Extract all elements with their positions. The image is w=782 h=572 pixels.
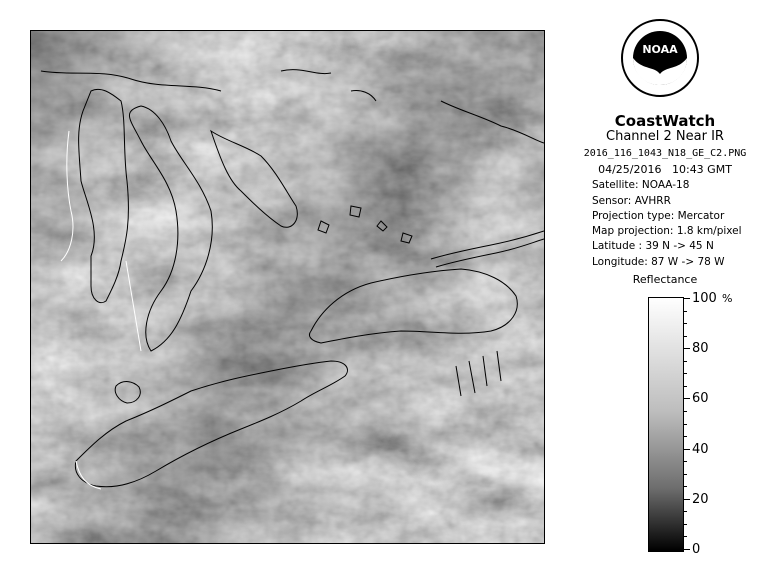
- date-time: [560, 163, 770, 176]
- projection-label: Projection type:: [592, 210, 675, 222]
- colorbar-minor-tick: [684, 361, 687, 362]
- projection-line: [592, 210, 724, 222]
- brand-title: CoastWatch: [614, 112, 716, 130]
- logo-text: NOAA: [642, 43, 678, 56]
- date: 04/25/2016: [598, 163, 662, 176]
- satellite-label: Satellite:: [592, 179, 639, 191]
- colorbar-tick-label: 60: [692, 391, 709, 407]
- colorbar-tick: [684, 549, 690, 550]
- colorbar-unit: %: [722, 292, 733, 305]
- colorbar-minor-tick: [684, 323, 687, 324]
- longitude-label: Longitude:: [592, 256, 648, 268]
- time: 10:43 GMT: [671, 163, 732, 176]
- colorbar-tick: [684, 449, 690, 450]
- colorbar-minor-tick: [684, 311, 687, 312]
- map-projection-value: 1.8 km/pixel: [676, 225, 742, 237]
- colorbar-minor-tick: [684, 411, 687, 412]
- reflectance-colorbar: [648, 297, 684, 552]
- noaa-seal-icon: [620, 18, 700, 98]
- colorbar-minor-tick: [684, 336, 687, 337]
- satellite-line: [592, 179, 689, 191]
- colorbar-minor-tick: [684, 474, 687, 475]
- sensor-label: Sensor:: [592, 195, 632, 207]
- colorbar-minor-tick: [684, 424, 687, 425]
- colorbar-tick: [684, 398, 690, 399]
- colorbar-tick-label: 100: [692, 291, 717, 306]
- satellite-map[interactable]: [30, 30, 545, 544]
- colorbar-tick: [684, 499, 690, 500]
- colorbar-minor-tick: [684, 524, 687, 525]
- longitude-line: [592, 256, 725, 268]
- satellite-image: [31, 31, 544, 543]
- colorbar-minor-tick: [684, 486, 687, 487]
- latitude-line: [592, 240, 714, 252]
- colorbar-minor-tick: [684, 436, 687, 437]
- colorbar-tick-label: 40: [692, 441, 709, 457]
- colorbar-tick-label: 0: [692, 542, 701, 557]
- satellite-value: NOAA-18: [641, 179, 690, 191]
- latitude-label: Latitude :: [592, 240, 643, 252]
- colorbar-minor-tick: [684, 373, 687, 374]
- sensor-value: AVHRR: [634, 195, 671, 207]
- colorbar-minor-tick: [684, 511, 687, 512]
- colorbar-minor-tick: [684, 386, 687, 387]
- colorbar-tick: [684, 298, 690, 299]
- colorbar-title: Reflectance: [632, 273, 698, 286]
- colorbar-tick-label: 20: [692, 491, 709, 507]
- sensor-line: [592, 195, 671, 207]
- cloud-banding: [31, 31, 544, 543]
- colorbar-minor-tick: [684, 461, 687, 462]
- latitude-value: 39 N -> 45 N: [645, 240, 714, 252]
- file-name: 2016_116_1043_N18_GE_C2.PNG: [583, 148, 747, 159]
- map-projection-label: Map projection:: [592, 225, 674, 237]
- colorbar-minor-tick: [684, 536, 687, 537]
- colorbar-tick: [684, 348, 690, 349]
- channel-label: Channel 2 Near IR: [606, 129, 724, 144]
- projection-value: Mercator: [677, 210, 725, 222]
- longitude-value: 87 W -> 78 W: [651, 256, 725, 268]
- colorbar-tick-label: 80: [692, 341, 709, 357]
- map-projection-line: [592, 225, 742, 237]
